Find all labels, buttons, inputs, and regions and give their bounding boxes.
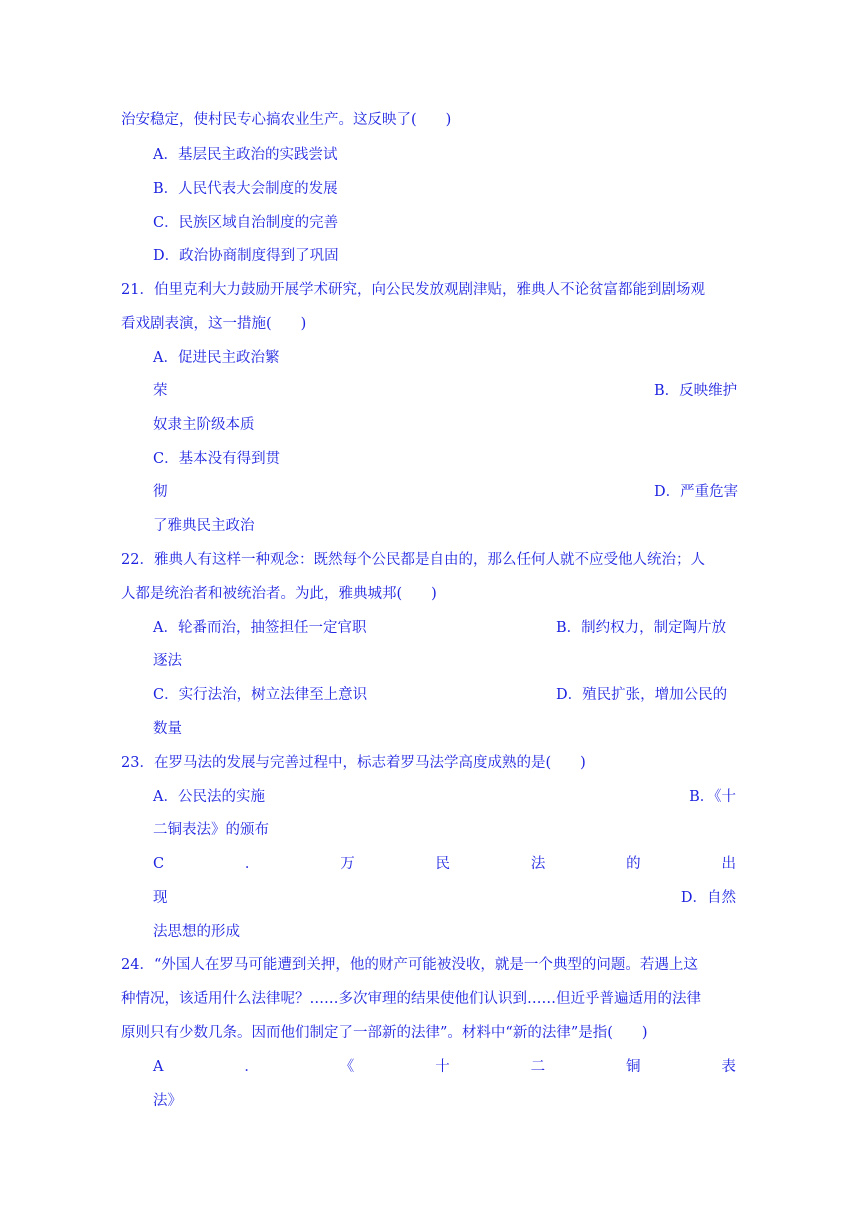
q24-option-a-cont: 法》 (153, 1093, 182, 1109)
q24-option-a-char: 铜 (626, 1059, 641, 1075)
q24-option-a-char: ． (244, 1059, 259, 1075)
q24-stem-line-3: 原则只有少数几条。因而他们制定了一部新的法律”。材料中“新的法律”是指( ) (121, 1025, 648, 1041)
q21-option-d-cont: 了雅典民主政治 (153, 518, 255, 534)
q23-option-b-cont: 二铜表法》的颁布 (153, 822, 269, 838)
q21-option-c-cont: 彻 (153, 484, 168, 500)
q23-stem: 23．在罗马法的发展与完善过程中，标志着罗马法学高度成熟的是( ) (121, 755, 586, 771)
q21-option-a: A．促进民主政治繁 (153, 350, 280, 366)
q23-option-b: B．《十 (689, 789, 736, 805)
q23-option-c-char: 民 (435, 856, 451, 872)
q22-option-c: C．实行法治，树立法律至上意识 (153, 687, 368, 703)
q21-option-d: D．严重危害 (654, 484, 739, 500)
q23-option-d-cont: 法思想的形成 (153, 924, 240, 940)
q20-option-c: C．民族区域自治制度的完善 (153, 215, 339, 231)
q23-option-c-char: 万 (340, 856, 355, 872)
q23-option-d: D．自然 (680, 890, 736, 906)
q21-stem-line-1: 21．伯里克利大力鼓励开展学术研究，向公民发放观剧津贴，雅典人不论贫富都能到剧场观 (121, 282, 705, 298)
q24-stem-line-2: 种情况，该适用什么法律呢？……多次审理的结果使他们认识到……但近乎普遍适用的法律 (121, 991, 701, 1007)
q22-option-b-cont: 逐法 (153, 653, 182, 669)
q23-option-c-char: C (153, 856, 165, 872)
q24-option-a (153, 1057, 736, 1077)
q22-stem-line-2: 人都是统治者和被统治者。为此，雅典城邦( ) (121, 586, 437, 602)
q23-option-c (153, 854, 736, 874)
q24-option-a-char: A (153, 1059, 164, 1075)
q20-option-b: B．人民代表大会制度的发展 (153, 181, 338, 197)
q23-option-a: A．公民法的实施 (153, 789, 265, 805)
q22-stem-line-1: 22．雅典人有这样一种观念：既然每个公民都是自由的，那么任何人就不应受他人统治；人 (121, 552, 705, 568)
q21-option-b: B．反映维护 (654, 383, 738, 399)
q24-option-a-char: 表 (721, 1059, 736, 1075)
q24-option-a-char: 《 (339, 1059, 355, 1075)
q21-option-a-cont: 荣 (153, 383, 168, 399)
q21-option-b-cont: 奴隶主阶级本质 (153, 417, 255, 433)
q24-option-a-char: 十 (435, 1059, 450, 1075)
q23-option-c-char: ． (244, 856, 260, 872)
q23-option-c-char: 出 (721, 856, 736, 872)
q24-stem-line-1: 24．“外国人在罗马可能遭到关押，他的财产可能被没收，就是一个典型的问题。若遇上这 (121, 957, 698, 973)
intro-line: 治安稳定，使村民专心搞农业生产。这反映了( ) (121, 112, 452, 128)
q20-option-a: A．基层民主政治的实践尝试 (153, 147, 338, 163)
q22-option-a: A．轮番而治，抽签担任一定官职 (153, 620, 367, 636)
q23-option-c-char: 的 (626, 856, 641, 872)
q24-option-a-char: 二 (530, 1059, 546, 1075)
q23-option-c-cont: 现 (153, 890, 168, 906)
q20-option-d: D．政治协商制度得到了巩固 (153, 248, 339, 264)
q22-option-d-cont: 数量 (153, 721, 182, 737)
q23-option-c-char: 法 (530, 856, 546, 872)
q21-stem-line-2: 看戏剧表演，这一措施( ) (121, 316, 307, 332)
q22-option-b: B．制约权力，制定陶片放 (556, 620, 727, 636)
q22-option-d: D．殖民扩张，增加公民的 (556, 687, 728, 703)
q21-option-c: C．基本没有得到贯 (153, 451, 281, 467)
